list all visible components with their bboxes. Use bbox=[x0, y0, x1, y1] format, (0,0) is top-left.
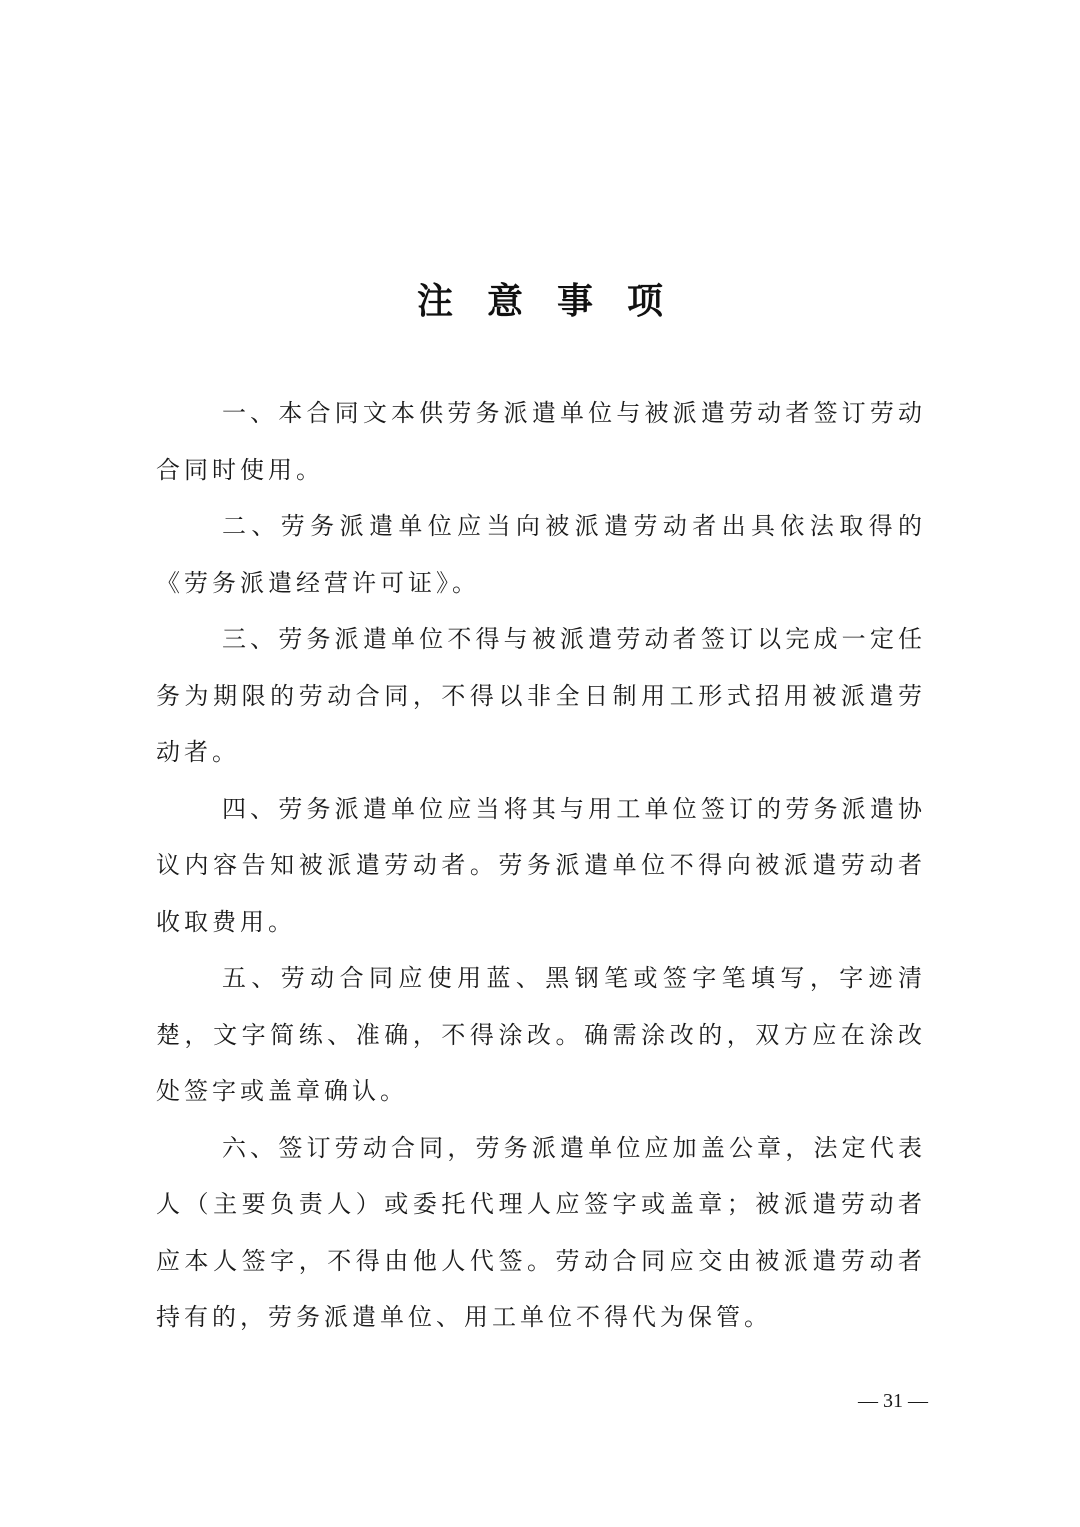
notice-item-6: 六、签订劳动合同，劳务派遣单位应加盖公章，法定代表人（主要负责人）或委托代理人应签字或盖章；被派遣劳动者应本人签字，不得由他人代签。劳动合同应交由被派遣劳动者持有的，劳务派遣单位、用工单位不得代为保管。 bbox=[156, 1133, 926, 1331]
notice-body bbox=[156, 385, 926, 1346]
notice-item-3: 三、劳务派遣单位不得与被派遣劳动者签订以完成一定任务为期限的劳动合同，不得以非全日制用工形式招用被派遣劳动者。 bbox=[156, 625, 926, 766]
notice-item-5: 五、劳动合同应使用蓝、黑钢笔或签字笔填写，字迹清楚，文字简练、准确，不得涂改。确需涂改的，双方应在涂改处签字或盖章确认。 bbox=[156, 964, 926, 1105]
notice-item-1: 一、本合同文本供劳务派遣单位与被派遣劳动者签订劳动合同时使用。 bbox=[156, 399, 926, 484]
notice-item-4: 四、劳务派遣单位应当将其与用工单位签订的劳务派遣协议内容告知被派遣劳动者。劳务派遣单位不得向被派遣劳动者收取费用。 bbox=[156, 794, 926, 936]
page-title: 注意事项 bbox=[416, 280, 697, 322]
notice-item-2: 二、劳务派遣单位应当向被派遣劳动者出具依法取得的《劳务派遣经营许可证》。 bbox=[156, 512, 926, 597]
page-number: — 31 — bbox=[858, 1390, 928, 1412]
